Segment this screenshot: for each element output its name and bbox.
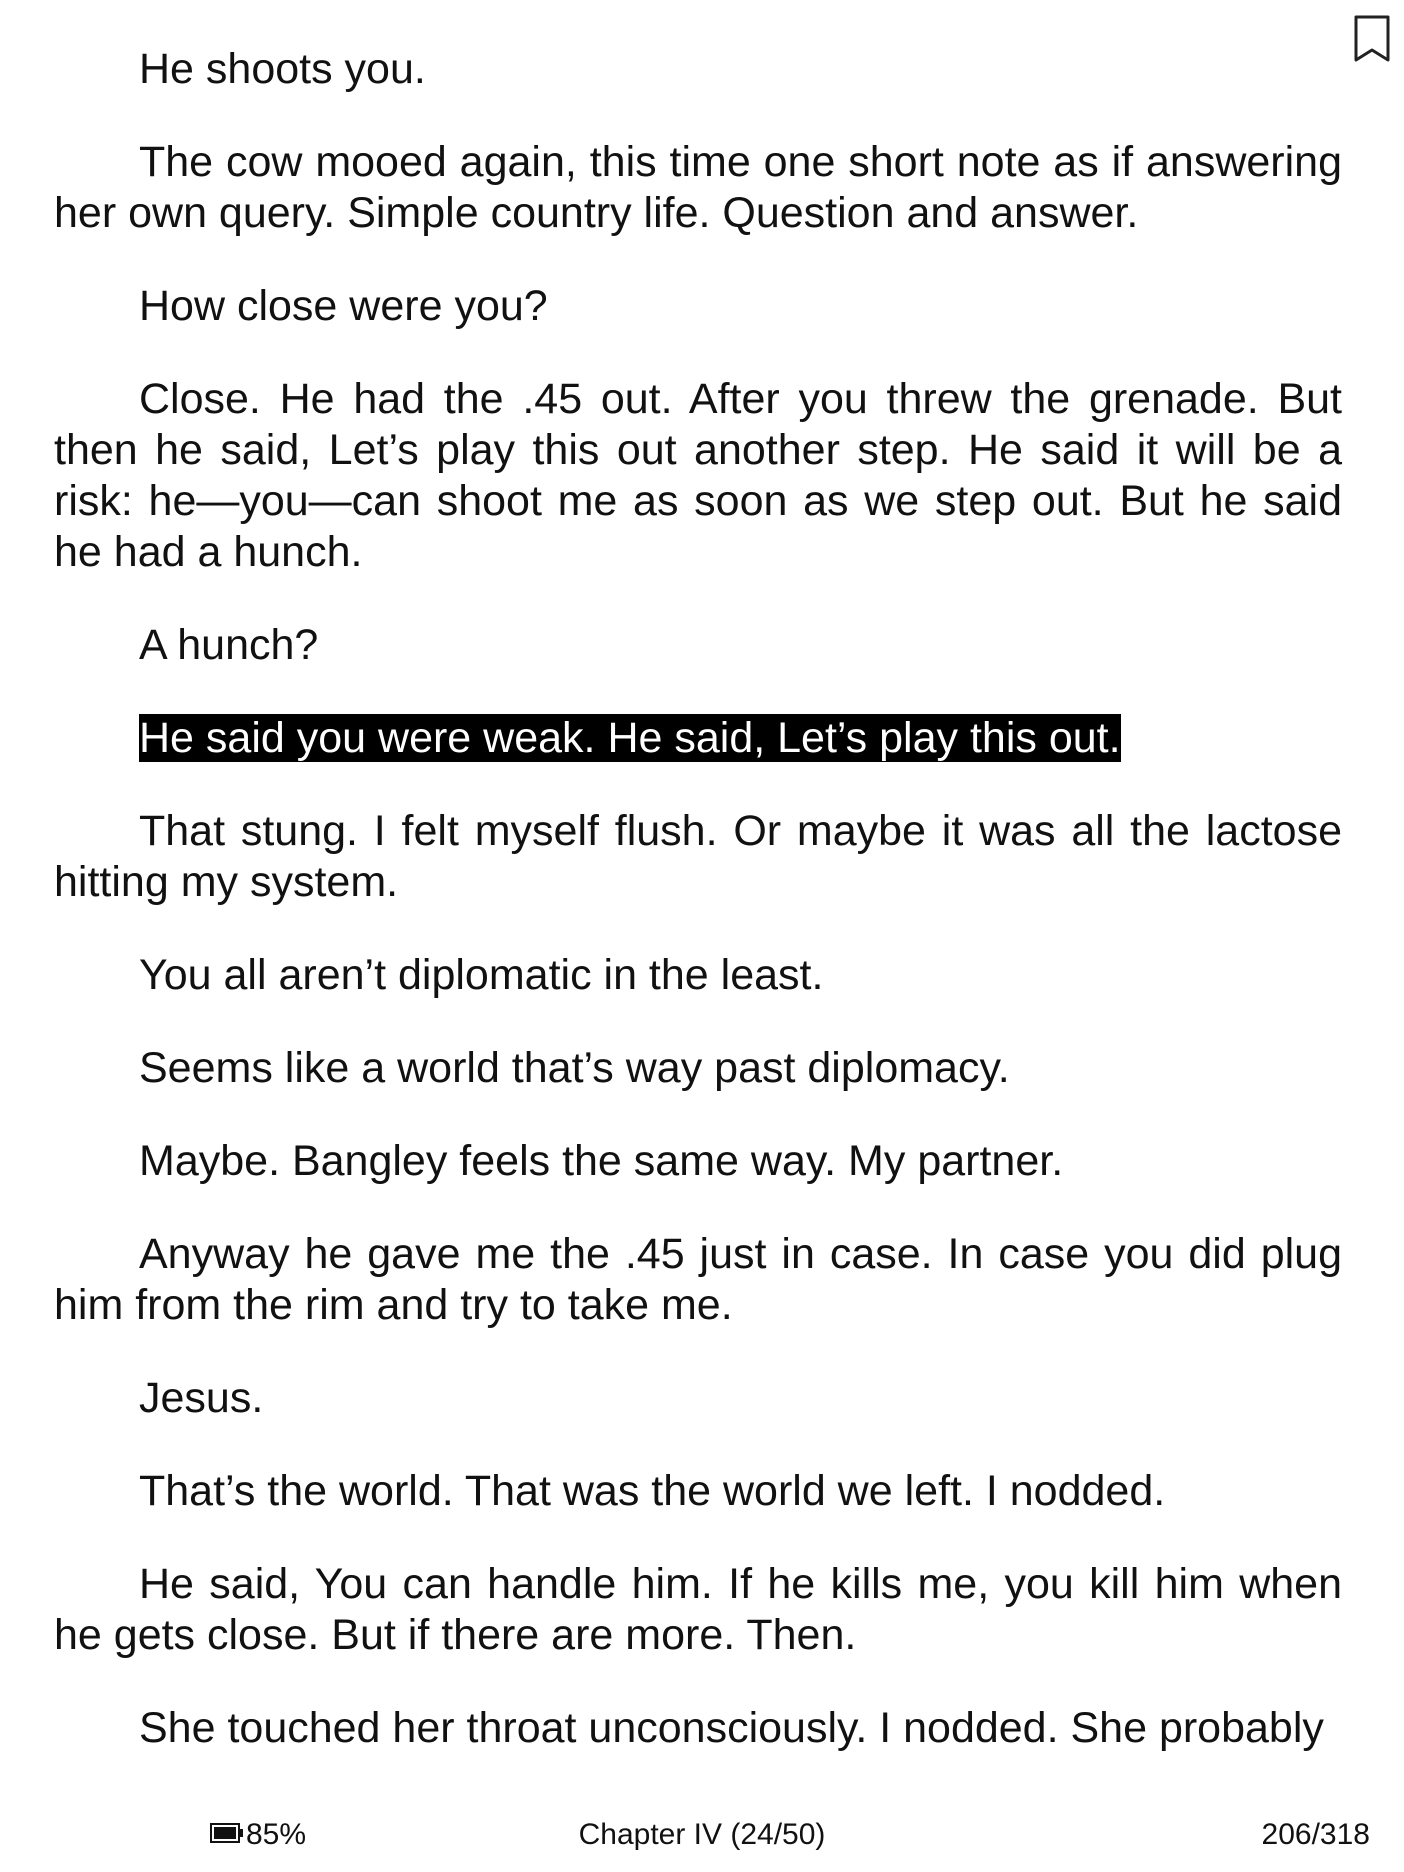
- reader-page[interactable]: [54, 44, 1342, 1796]
- paragraph: You all aren’t diplomatic in the least.: [139, 951, 824, 999]
- highlighted-paragraph[interactable]: [54, 713, 1342, 764]
- paragraph: Maybe. Bangley feels the same way. My partner.: [139, 1137, 1064, 1185]
- paragraph: He shoots you.: [139, 45, 426, 93]
- paragraph: That’s the world. That was the world we left. I nodded.: [139, 1467, 1166, 1515]
- bookmark-icon[interactable]: [1352, 14, 1392, 64]
- highlight-text[interactable]: He said you were weak. He said, Let’s play this out.: [139, 714, 1121, 762]
- paragraph: She touched her throat unconsciously. I nodded. She probably: [139, 1704, 1324, 1752]
- battery-level: 85%: [246, 1818, 307, 1851]
- status-bar: [0, 1812, 1404, 1858]
- paragraph: Jesus.: [139, 1374, 264, 1422]
- page-number[interactable]: 206/318: [1261, 1818, 1370, 1851]
- paragraph: How close were you?: [139, 282, 548, 330]
- paragraph: Close. He had the .45 out. After you threw the grenade. But then he said, Let’s play this out another step. He said it will be a risk: he—you—can shoot me as soon as we step out. But he said he had a hunch.: [54, 375, 1342, 576]
- paragraph: Seems like a world that’s way past diplomacy.: [139, 1044, 1010, 1092]
- chapter-progress[interactable]: Chapter IV (24/50): [578, 1818, 826, 1851]
- paragraph: Anyway he gave me the .45 just in case. In case you did plug him from the rim and try to take me.: [54, 1230, 1342, 1329]
- paragraph: The cow mooed again, this time one short note as if answering her own query. Simple country life. Question and answer.: [54, 138, 1342, 237]
- paragraph: A hunch?: [139, 621, 319, 669]
- paragraph: That stung. I felt myself flush. Or maybe it was all the lactose hitting my system.: [54, 807, 1342, 906]
- paragraph: He said, You can handle him. If he kills me, you kill him when he gets close. But if there are more. Then.: [54, 1560, 1342, 1659]
